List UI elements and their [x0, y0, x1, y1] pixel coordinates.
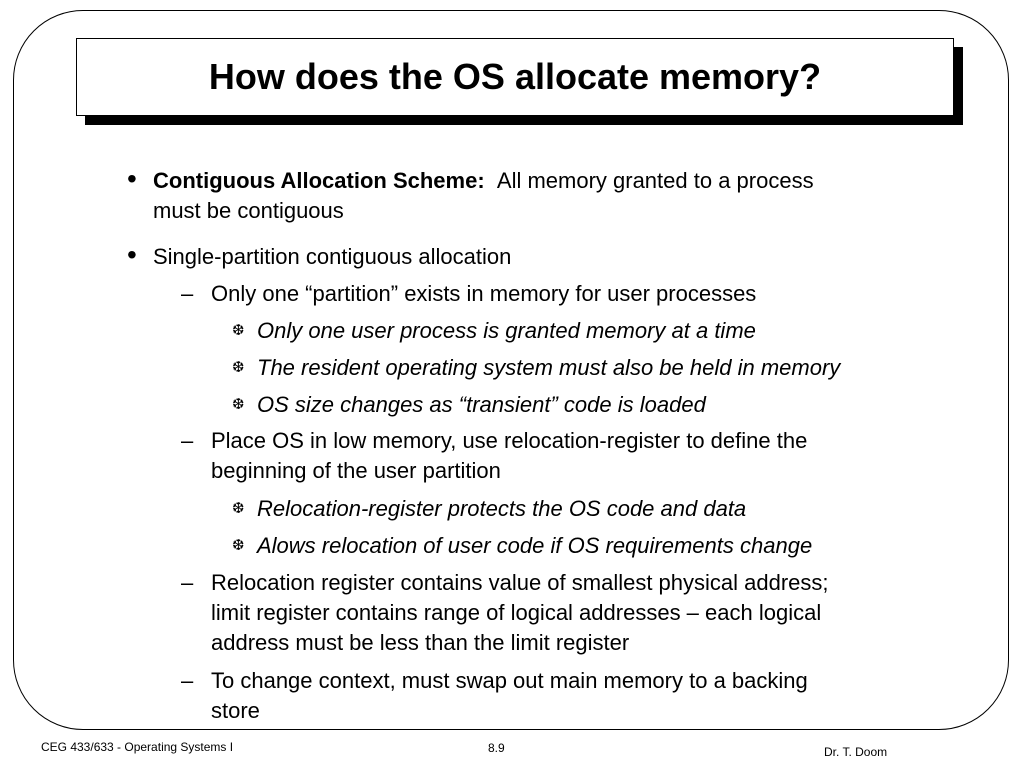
bullet-contiguous-allocation: [153, 166, 814, 196]
snowflake-icon: ❆: [232, 500, 245, 517]
snowflake-icon: ❆: [232, 537, 245, 554]
sub-bullet-continuation: store: [211, 698, 260, 723]
sub-sub-item: OS size changes as “transient” code is loaded: [257, 392, 706, 417]
snowflake-icon: ❆: [232, 396, 245, 413]
bullet-text: All memory granted to a process: [496, 168, 814, 193]
sub-bullet-relocation-register: Relocation register contains value of smallest physical address;: [211, 570, 829, 595]
bullet-bold-term: Contiguous Allocation Scheme:: [153, 168, 485, 193]
dash-marker: –: [181, 428, 194, 453]
sub-bullet-continuation: address must be less than the limit register: [211, 630, 630, 655]
footer-page-number: 8.9: [488, 741, 505, 755]
bullet-single-partition: Single-partition contiguous allocation: [153, 244, 512, 269]
sub-sub-item: The resident operating system must also be held in memory: [257, 355, 841, 380]
snowflake-icon: ❆: [232, 322, 245, 339]
bullet-continuation: must be contiguous: [153, 198, 344, 223]
sub-sub-item: Only one user process is granted memory at a time: [257, 318, 756, 343]
slide-title: How does the OS allocate memory?: [208, 56, 822, 97]
footer-author: Dr. T. Doom: [824, 745, 888, 759]
dash-marker: –: [181, 570, 194, 595]
sub-sub-item: Relocation-register protects the OS code and data: [257, 496, 747, 521]
snowflake-icon: ❆: [232, 359, 245, 376]
sub-sub-item: Alows relocation of user code if OS requirements change: [257, 533, 813, 558]
sub-bullet-one-partition: Only one “partition” exists in memory for user processes: [211, 281, 757, 306]
bullet-dot: •: [127, 163, 137, 194]
sub-bullet-continuation: beginning of the user partition: [211, 458, 501, 483]
dash-marker: –: [181, 281, 194, 306]
bullet-dot: •: [127, 239, 137, 270]
sub-bullet-change-context: To change context, must swap out main memory to a backing: [211, 668, 808, 693]
footer-course: CEG 433/633 - Operating Systems I: [41, 740, 234, 754]
sub-bullet-place-os: Place OS in low memory, use relocation-register to define the: [211, 428, 808, 453]
dash-marker: –: [181, 668, 194, 693]
sub-bullet-continuation: limit register contains range of logical addresses – each logical: [211, 600, 822, 625]
